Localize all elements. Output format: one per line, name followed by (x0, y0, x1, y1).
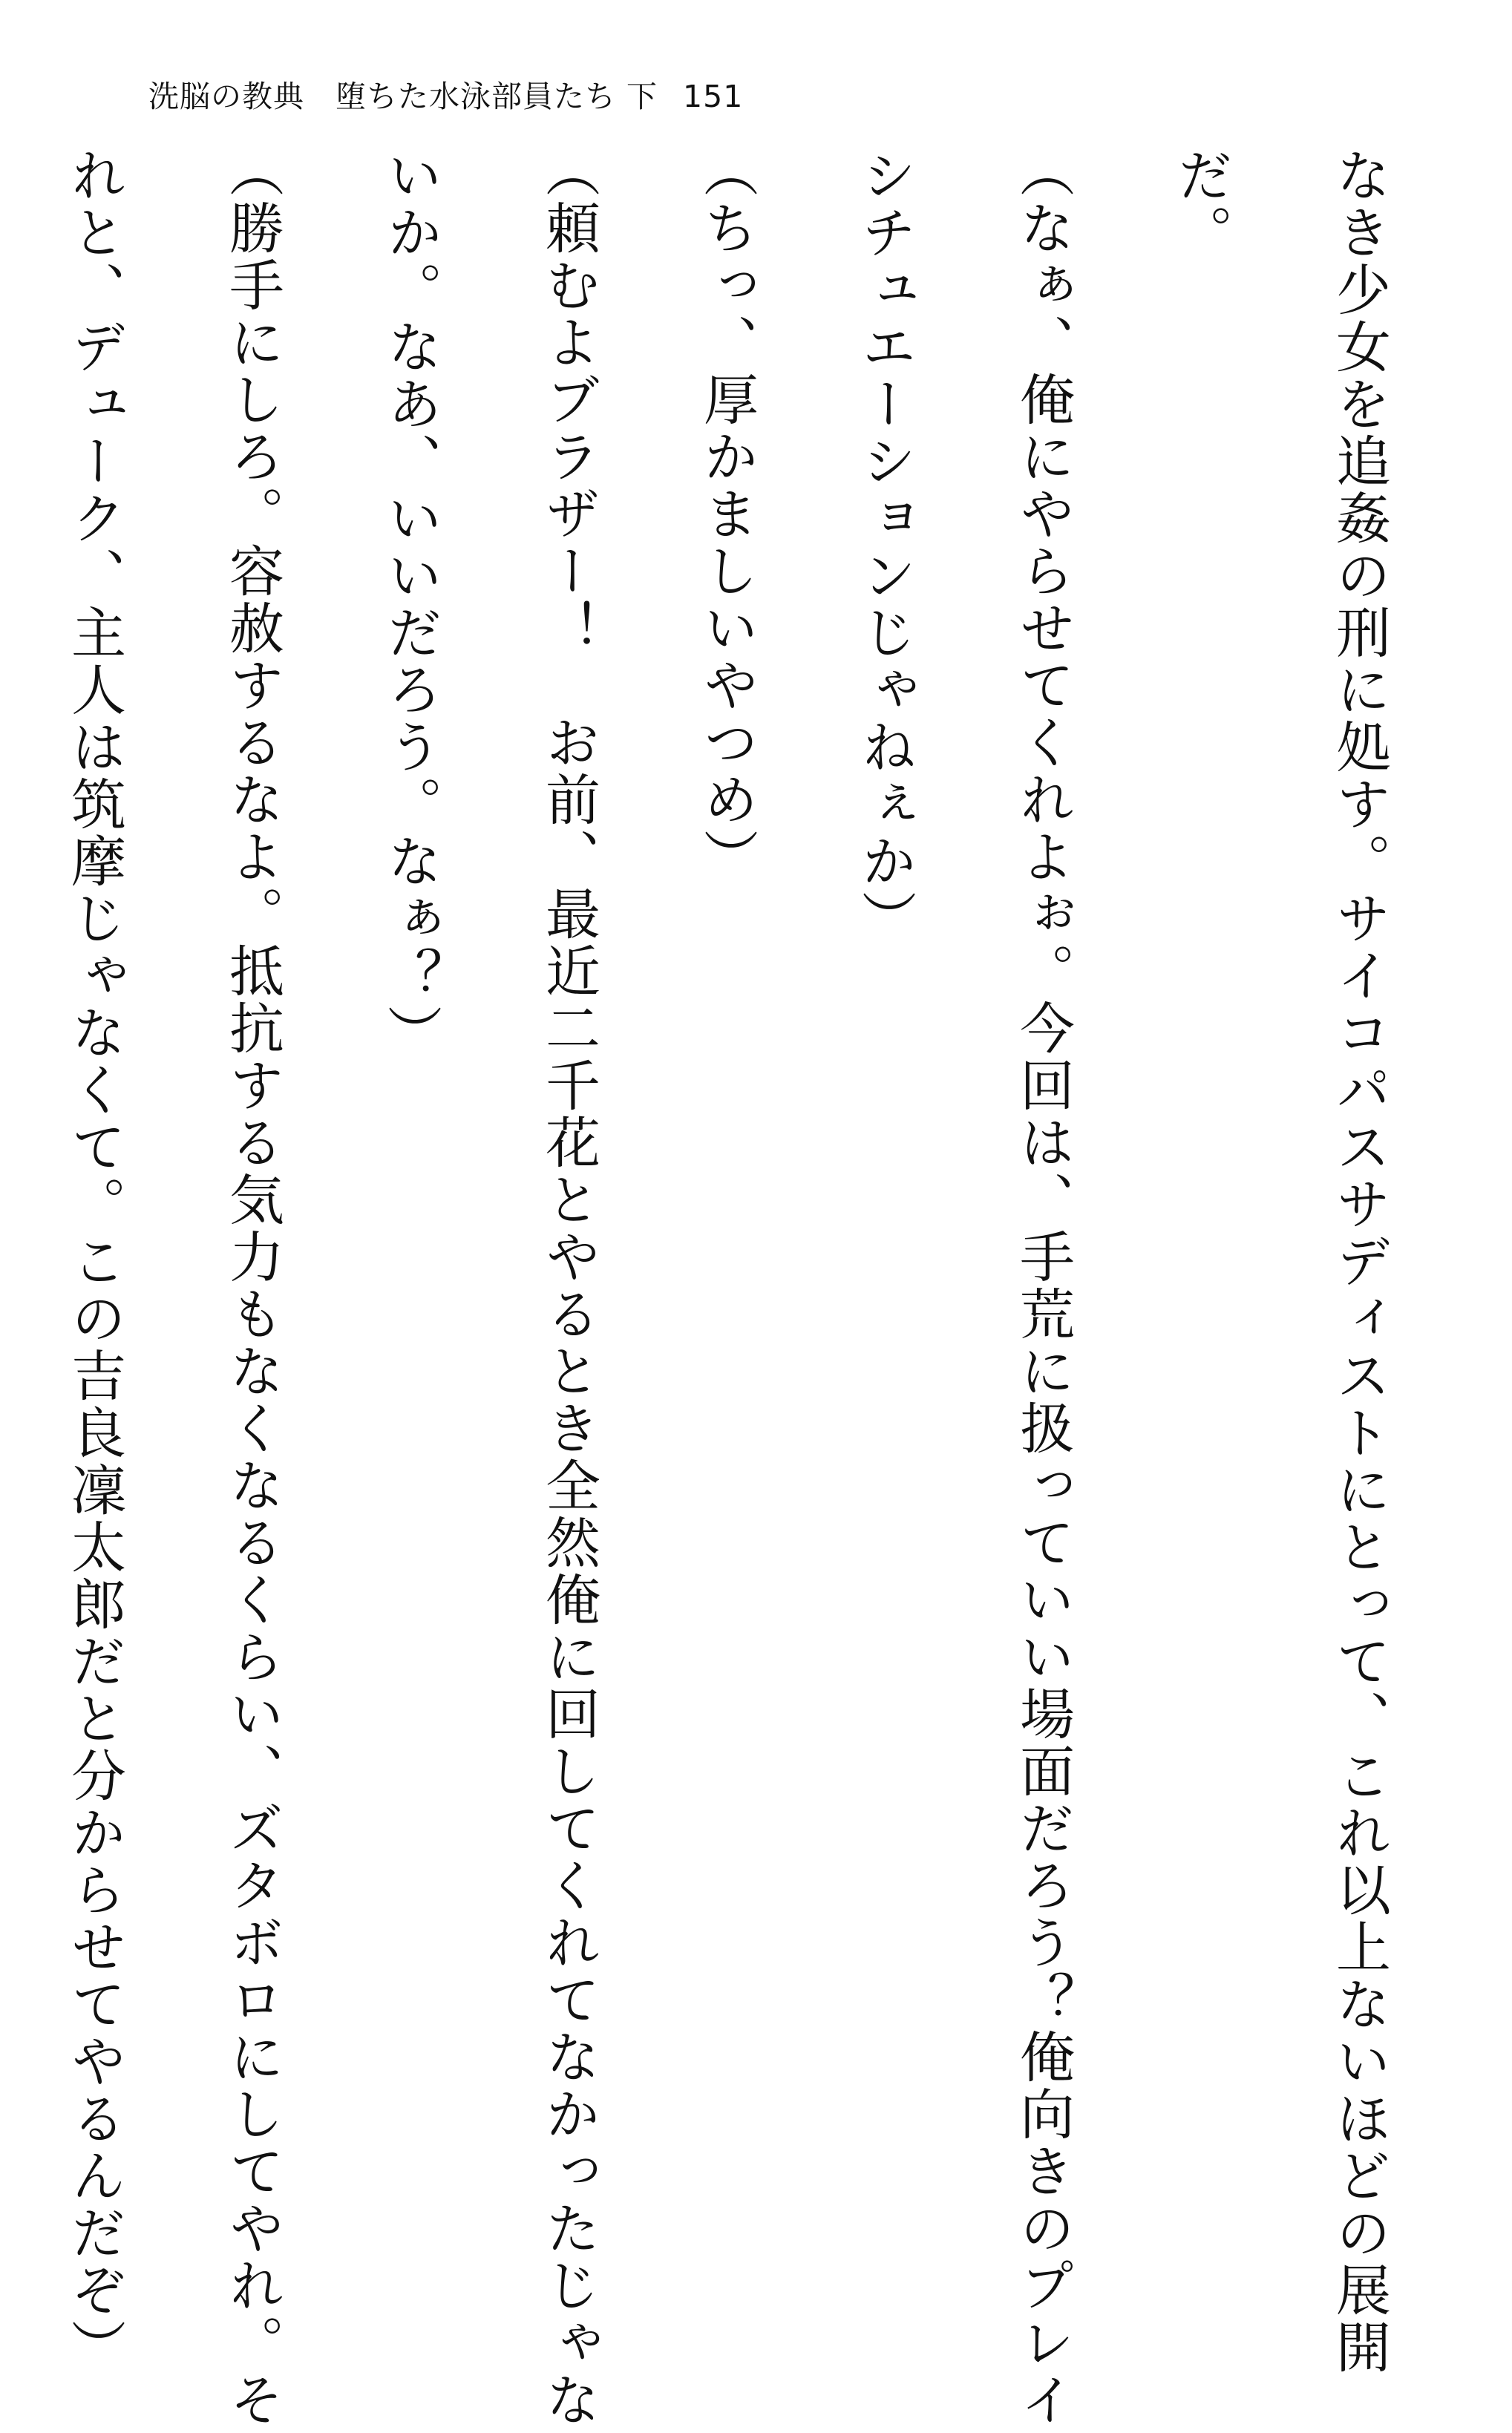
text-line: いか。なあ、いいだろう。なぁ？） (379, 147, 442, 1061)
text-line: （頼むよブラザー！ お前、最近二千花とやるとき全然俺に回してくれてなかったじゃな (537, 143, 600, 2429)
text-line: なき少女を追姦の刑に処す。サイコパスサディストにとって、これ以上ないほどの展開 (1327, 147, 1391, 2376)
page-header (148, 79, 744, 114)
page-number: 151 (683, 79, 744, 114)
text-line: だ。 (1169, 147, 1233, 261)
text-line: （勝手にしろ。容赦するなよ。抵抗する気力もなくなるくらい、ズタボロにしてやれ。そ (220, 143, 284, 2429)
text-line: れと、デューク、主人は筑摩じゃなくて。この吉良凜太郎だと分からせてやるんだぞ） (62, 147, 126, 2376)
body-text (62, 143, 1438, 2429)
book-title: 洗脳の教典 堕ちた水泳部員たち 下 (148, 79, 658, 114)
text-line: （なぁ、俺にやらせてくれよぉ。今回は、手荒に扱っていい場面だろう？俺向きのプレイ (1011, 143, 1075, 2429)
text-line: （ちっ、厚かましいやつめ） (695, 143, 759, 885)
text-line: シチュエーションじゃねぇか） (853, 147, 917, 947)
text-line (0, 143, 15, 2017)
